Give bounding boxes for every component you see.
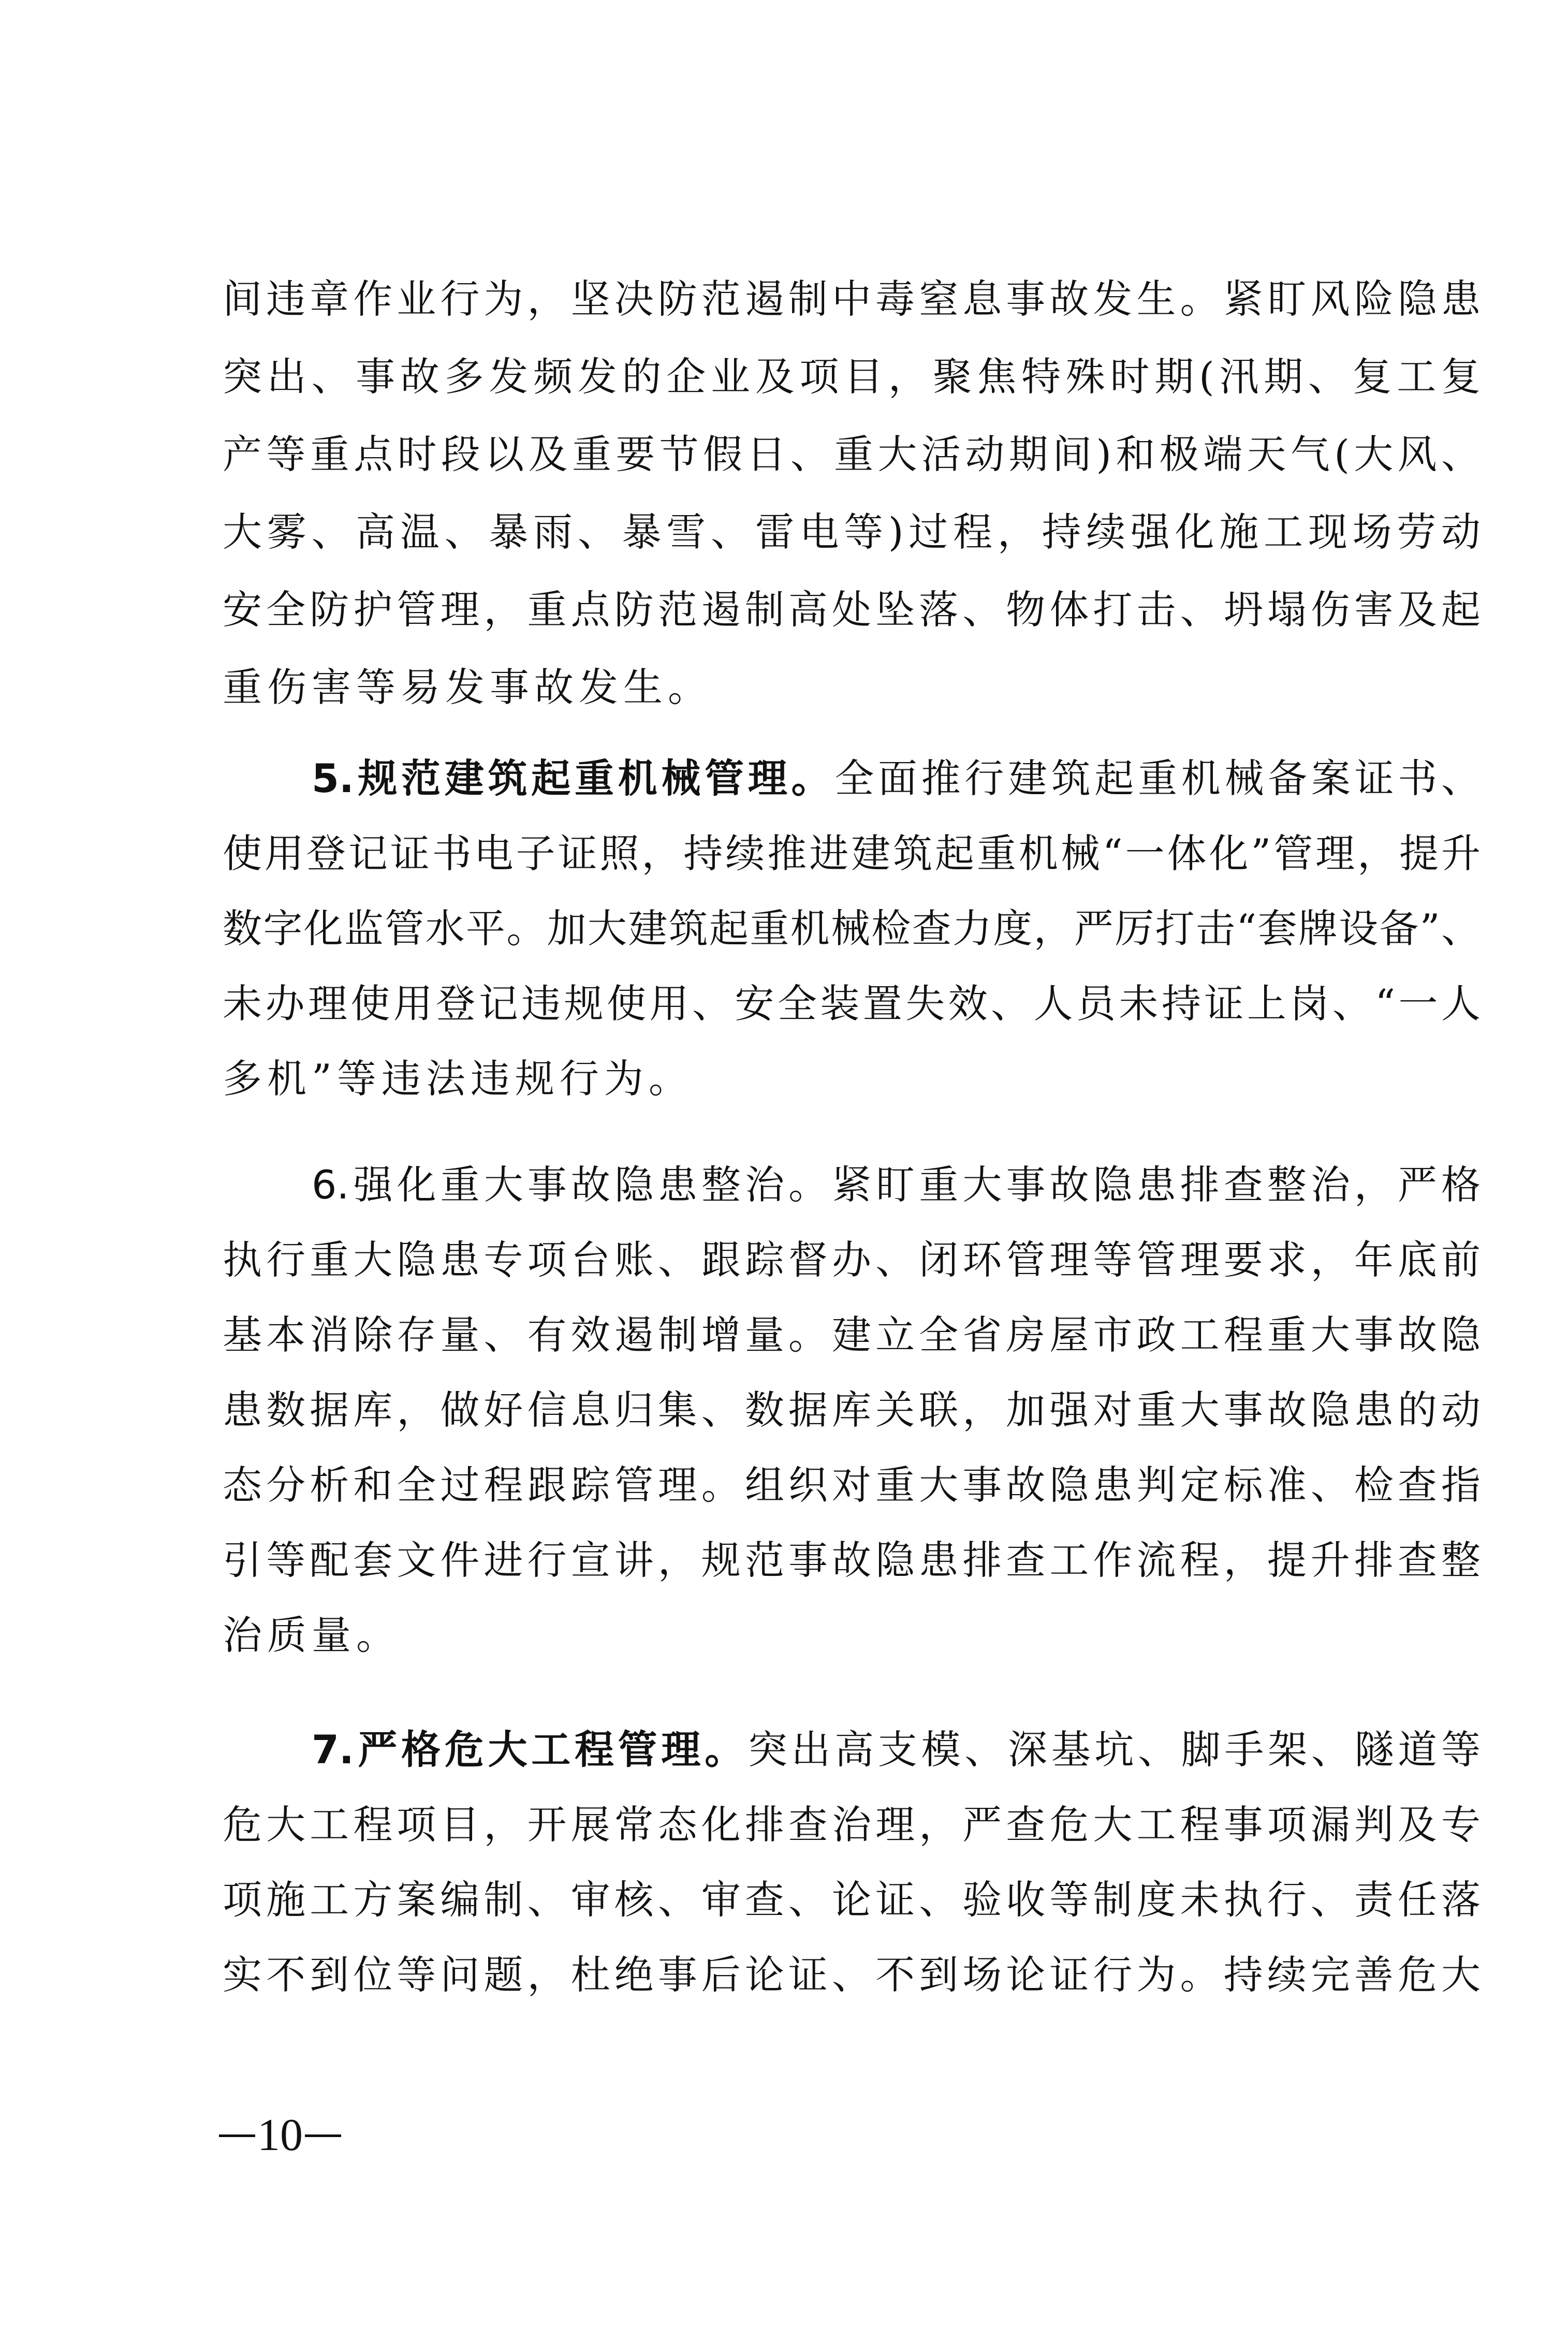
text-line: 多机”等违法违规行为。 — [223, 1056, 693, 1102]
text-line: 数字化监管水平。加大建筑起重机械检查力度，严厉打击“套牌设备”、 — [223, 905, 1481, 952]
text-line: 使用登记证书电子证照，持续推进建筑起重机械“一体化”管理，提升 — [223, 830, 1481, 876]
paragraph-item-6 — [223, 1147, 1481, 1673]
item-heading — [312, 1162, 832, 1208]
text-line: 大雾、高温、暴雨、暴雪、雷电等)过程，持续强化施工现场劳动 — [223, 509, 1481, 555]
page-number-footer — [219, 2107, 341, 2164]
item-body-text: 紧盯重大事故隐患排查整治，严格 — [832, 1162, 1481, 1208]
text-line: 产等重点时段以及重要节假日、重大活动期间)和极端天气(大风、 — [223, 431, 1481, 477]
text-line: 态分析和全过程跟踪管理。组织对重大事故隐患判定标准、检查指 — [223, 1462, 1481, 1508]
dash-left — [219, 2134, 255, 2137]
text-line: 未办理使用登记违规使用、安全装置失效、人员未持证上岗、“一人 — [223, 981, 1481, 1027]
item-number: 5. — [312, 755, 354, 801]
paragraph-continuation — [223, 260, 1481, 726]
text-line: 突出、事故多发频发的企业及项目，聚焦特殊时期(汛期、复工复 — [223, 354, 1481, 400]
paragraph-item-7 — [223, 1712, 1481, 2012]
text-line: 间违章作业行为，坚决防范遏制中毒窒息事故发生。紧盯风险隐患 — [223, 276, 1481, 322]
item-first-line — [223, 741, 1481, 816]
text-line: 实不到位等问题，杜绝事后论证、不到场论证行为。持续完善危大 — [223, 1952, 1481, 1998]
text-line: 患数据库，做好信息归集、数据库关联，加强对重大事故隐患的动 — [223, 1387, 1481, 1433]
text-line: 安全防护管理，重点防范遏制高处坠落、物体打击、坍塌伤害及起 — [223, 587, 1481, 633]
text-line: 执行重大隐患专项台账、跟踪督办、闭环管理等管理要求，年底前 — [223, 1237, 1481, 1283]
item-heading-text: 严格危大工程管理。 — [354, 1727, 748, 1773]
text-line: 基本消除存量、有效遏制增量。建立全省房屋市政工程重大事故隐 — [223, 1312, 1481, 1358]
item-number: 7. — [312, 1727, 354, 1773]
text-line: 重伤害等易发事故发生。 — [223, 664, 712, 710]
text-line: 引等配套文件进行宣讲，规范事故隐患排查工作流程，提升排查整 — [223, 1537, 1481, 1583]
item-heading-text: 规范建筑起重机械管理。 — [354, 755, 835, 801]
paragraph-item-5 — [223, 741, 1481, 1116]
dash-right — [305, 2134, 341, 2137]
item-first-line — [223, 1712, 1481, 1787]
item-body-text: 突出高支模、深基坑、脚手架、隧道等 — [748, 1727, 1481, 1773]
text-line: 项施工方案编制、审核、审查、论证、验收等制度未执行、责任落 — [223, 1877, 1481, 1923]
item-number: 6. — [312, 1162, 349, 1208]
item-heading — [312, 1727, 748, 1773]
text-line: 治质量。 — [223, 1612, 401, 1658]
item-heading-text: 强化重大事故隐患整治。 — [349, 1162, 832, 1208]
page-number: 10 — [257, 2110, 303, 2160]
item-body-text: 全面推行建筑起重机械备案证书、 — [834, 755, 1481, 801]
item-heading — [312, 755, 834, 801]
item-first-line — [223, 1147, 1481, 1222]
text-line: 危大工程项目，开展常态化排查治理，严查危大工程事项漏判及专 — [223, 1802, 1481, 1848]
